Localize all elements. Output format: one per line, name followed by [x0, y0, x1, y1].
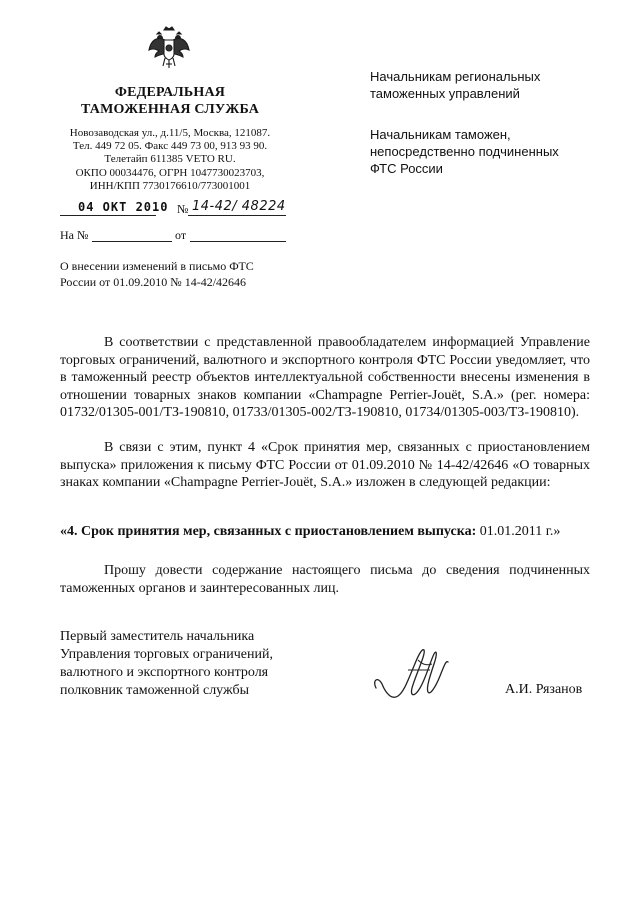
handwritten-signature-icon: [368, 640, 468, 710]
signatory-title: [60, 628, 320, 700]
addressee-line: таможенных управлений: [370, 86, 520, 101]
amended-clause-date: 01.01.2011 г.»: [476, 524, 561, 539]
reply-to-date-line: [190, 241, 286, 242]
reply-to-number-label: На №: [60, 228, 89, 242]
reply-to-number-line: [92, 241, 172, 242]
signatory-title-line: Управления торговых ограничений,: [60, 647, 273, 662]
address-line: ОКПО 00034476, ОГРН 1047730023703,: [75, 166, 265, 179]
number-underline: [188, 215, 286, 216]
number-sign: №: [177, 202, 189, 216]
signatory-title-line: Первый заместитель начальника: [60, 629, 255, 644]
address-line: Тел. 449 72 05. Факс 449 73 00, 913 93 90.: [72, 140, 268, 153]
signatory-name: А.И. Рязанов: [505, 682, 583, 697]
amended-clause-heading: «4. Срок принятия мер, связанных с приостановлением выпуска:: [60, 524, 477, 539]
addressee-customs-offices: [370, 126, 600, 177]
outgoing-date-stamp: 04 ОКТ 2010: [78, 200, 169, 214]
signatory-title-line: полковник таможенной службы: [60, 683, 250, 698]
subject-line: О внесении изменений в письмо ФТС: [60, 259, 254, 273]
subject-line: России от 01.09.2010 № 14-42/42646: [60, 275, 247, 289]
body-paragraph: В соответствии с представленной правообладателем информацией Управление торговых ограничений, валютного и экспортного контроля ФТС России уведомляет, что в таможенный реестр объектов интеллектуальной собственности внесены изменения в отношении товарных знаков компании «Champagne Perrier-Jouët, S.A.» (рег. номера: 01732/01305-001/ТЗ-190810, 01733/01305-002/ТЗ-190810, 01734/01305-003/ТЗ-190810).: [60, 335, 590, 420]
org-name-line: ФЕДЕРАЛЬНАЯ: [114, 85, 226, 100]
addressee-line: Начальникам таможен,: [370, 127, 511, 142]
addressee-line: непосредственно подчиненных: [370, 144, 559, 159]
org-name-line: ТАМОЖЕННАЯ СЛУЖБА: [80, 102, 260, 117]
organization-contacts: [56, 127, 284, 193]
eagle-emblem-icon: [147, 24, 191, 70]
address-line: Новозаводская ул., д.11/5, Москва, 121087.: [69, 127, 271, 139]
body-paragraph: Прошу довести содержание настоящего письма до сведения подчиненных таможенных органов и заинтересованных лиц.: [60, 563, 590, 596]
letter-subject: [60, 258, 300, 290]
date-underline: [60, 215, 156, 216]
addressee-regional-directorates: [370, 68, 600, 102]
amended-clause: [60, 523, 590, 541]
body-paragraph: В связи с этим, пункт 4 «Срок принятия мер, связанных с приостановлением выпуска» приложения к письму ФТС России от 01.09.2010 № 14-42/42646 «О товарных знаках компании «Champagne Perrier-Jouët, S.A.» изложен в следующей редакции:: [60, 440, 590, 490]
addressee-line: Начальникам региональных: [370, 69, 541, 84]
addressee-line: ФТС России: [370, 161, 443, 176]
outgoing-number: 14-42/ 48224: [192, 199, 286, 214]
reply-to-date-label: от: [175, 228, 187, 242]
organization-name: [60, 84, 280, 118]
address-line: ИНН/КПП 7730176610/773001001: [89, 179, 251, 192]
signatory-title-line: валютного и экспортного контроля: [60, 665, 269, 680]
address-line: Телетайп 611385 VETO RU.: [104, 153, 236, 166]
